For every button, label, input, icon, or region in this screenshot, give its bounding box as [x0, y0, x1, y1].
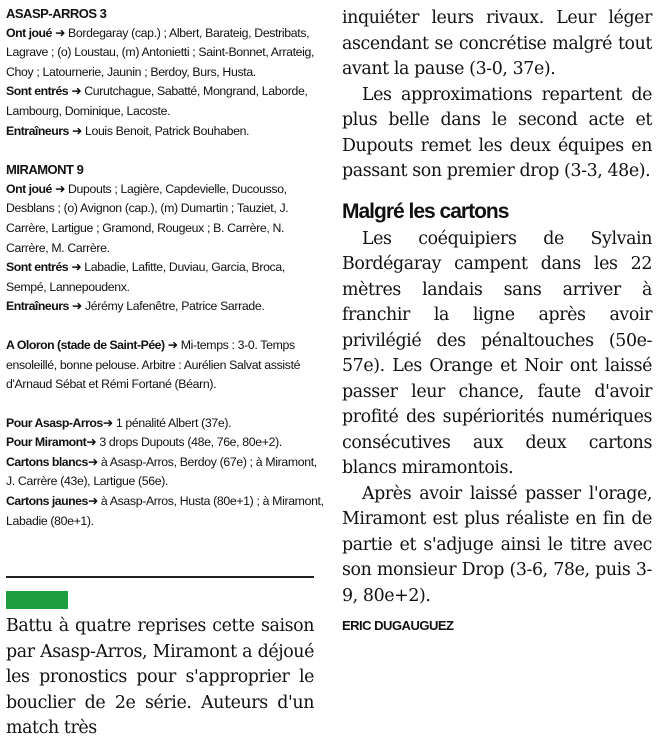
arrow-icon: ➜ — [102, 415, 113, 430]
team1-coaches-label: Entraîneurs — [6, 123, 69, 138]
article-paragraph: Les approximations repartent de plus belle dans le second acte et Dupouts remet les deux équipes en passant son premier drop (3-3, 48e). — [342, 84, 652, 181]
team1-coaches-text: Louis Benoit, Patrick Bouhaben. — [84, 123, 250, 138]
team2-coaches-label: Entraîneurs — [6, 299, 69, 314]
white-cards-text: à Asasp-Arros, Berdoy (67e) ; à Miramont, J. Carrère (43e), Lartigue (56e). — [6, 454, 317, 489]
yellow-cards-label: Cartons jaunes — [6, 494, 88, 509]
arrow-icon: ➜ — [71, 260, 82, 275]
team1-subs-label: Sont entrés — [6, 84, 69, 99]
team2-subs-label: Sont entrés — [6, 260, 69, 275]
team2-subs — [6, 258, 324, 297]
arrow-icon: ➜ — [54, 181, 65, 196]
section-color-bar — [6, 591, 68, 609]
arrow-icon: ➜ — [54, 25, 65, 40]
arrow-icon: ➜ — [87, 454, 98, 469]
team1-lineup-label: Ont joué — [6, 25, 52, 40]
article-paragraph: inquiéter leurs rivaux. Leur léger ascendant se concrétise malgré tout avant la pause (3-0, 37e). — [342, 8, 652, 79]
article-paragraph: Après avoir laissé passer l'orage, Miramont est plus réaliste en fin de partie et s'adjuge ainsi le titre avec son monsieur Drop (3-6, 78e, puis 3-9, 80e+2). — [342, 483, 652, 606]
scoring-asasp-text: 1 pénalité Albert (37e). — [115, 415, 232, 430]
team1-subs-text: Curutchague, Sabatté, Mongrand, Laborde, Lambourg, Dominique, Lacoste. — [6, 84, 308, 118]
venue-label: A Oloron (stade de Saint-Pée) — [6, 337, 165, 352]
team2-lineup-label: Ont joué — [6, 181, 52, 196]
team2-coaches — [6, 297, 324, 317]
team2-title: MIRAMONT 9 — [6, 162, 84, 178]
arrow-icon: ➜ — [71, 299, 82, 314]
team2-subs-text: Labadie, Lafitte, Duviau, Garcia, Broca, Sempé, Lannepoudenx. — [6, 260, 285, 294]
team2-lineup — [6, 180, 324, 258]
team2-lineup-text: Dupouts ; Lagière, Capdevielle, Ducousso, Desblans ; (o) Avignon (cap.), (m) Dumartin ; Tauziet, J. Carrère, Lartigue ; Gramond, Rougeux ; B. Carrère, N. Carrère, M. Carrère. — [6, 181, 289, 255]
team1-title: ASASP-ARROS 3 — [6, 6, 107, 21]
scoring-miramont-label: Pour Miramont — [6, 435, 87, 450]
arrow-icon: ➜ — [167, 337, 178, 352]
article-intro: Battu à quatre reprises cette saison par Asasp-Arros, Miramont a déjoué les pronostics pour s'approprier le bouclier de 2e série. Auteurs d'un match très — [6, 616, 314, 739]
article-subhead: Malgré les cartons — [342, 199, 509, 223]
match-sheet — [6, 4, 324, 531]
scoring-miramont-text: 3 drops Dupouts (48e, 76e, 80e+2). — [99, 435, 282, 450]
team1-lineup — [6, 24, 324, 83]
arrow-icon: ➜ — [71, 84, 82, 99]
arrow-icon: ➜ — [71, 123, 82, 138]
venue-text: Mi-temps : 3-0. Temps ensoleillé, bonne pelouse. Arbitre : Aurélien Salvat assisté d'Arnaud Sébat et Rémi Fortané (Béarn). — [6, 337, 301, 392]
team1-subs — [6, 82, 324, 121]
article-paragraph: Les coéquipiers de Sylvain Bordégaray campent dans les 22 mètres landais sans arriver à franchir la ligne après avoir privilégié des pénaltouches (50e-57e). Les Orange et Noir ont laissé passer leur chance, faute d'avoir profité des supériorités numériques consécutives aux deux cartons blancs miramontois. — [342, 228, 652, 478]
white-cards — [6, 453, 324, 492]
article-body — [342, 6, 652, 639]
team1-coaches — [6, 122, 324, 142]
yellow-cards-text: à Asasp-Arros, Husta (80e+1) ; à Miramont, Labadie (80e+1). — [6, 494, 324, 528]
scoring-miramont — [6, 433, 324, 453]
yellow-cards — [6, 492, 324, 531]
arrow-icon: ➜ — [87, 494, 98, 509]
scoring-asasp — [6, 414, 324, 434]
author-byline: ERIC DUGAUGUEZ — [342, 618, 454, 633]
white-cards-label: Cartons blancs — [6, 454, 88, 469]
arrow-icon: ➜ — [86, 435, 97, 450]
divider — [6, 576, 314, 578]
venue-info — [6, 336, 324, 395]
team1-lineup-text: Bordegaray (cap.) ; Albert, Barateig, Destribats, Lagrave ; (o) Loustau, (m) Antonietti ; Saint-Bonnet, Arrateig, Choy ; Latournerie, Jaunin ; Berdoy, Burs, Husta. — [6, 25, 315, 79]
team2-coaches-text: Jérémy Lafenêtre, Patrice Sarrade. — [84, 299, 265, 314]
scoring-asasp-label: Pour Asasp-Arros — [6, 415, 103, 430]
